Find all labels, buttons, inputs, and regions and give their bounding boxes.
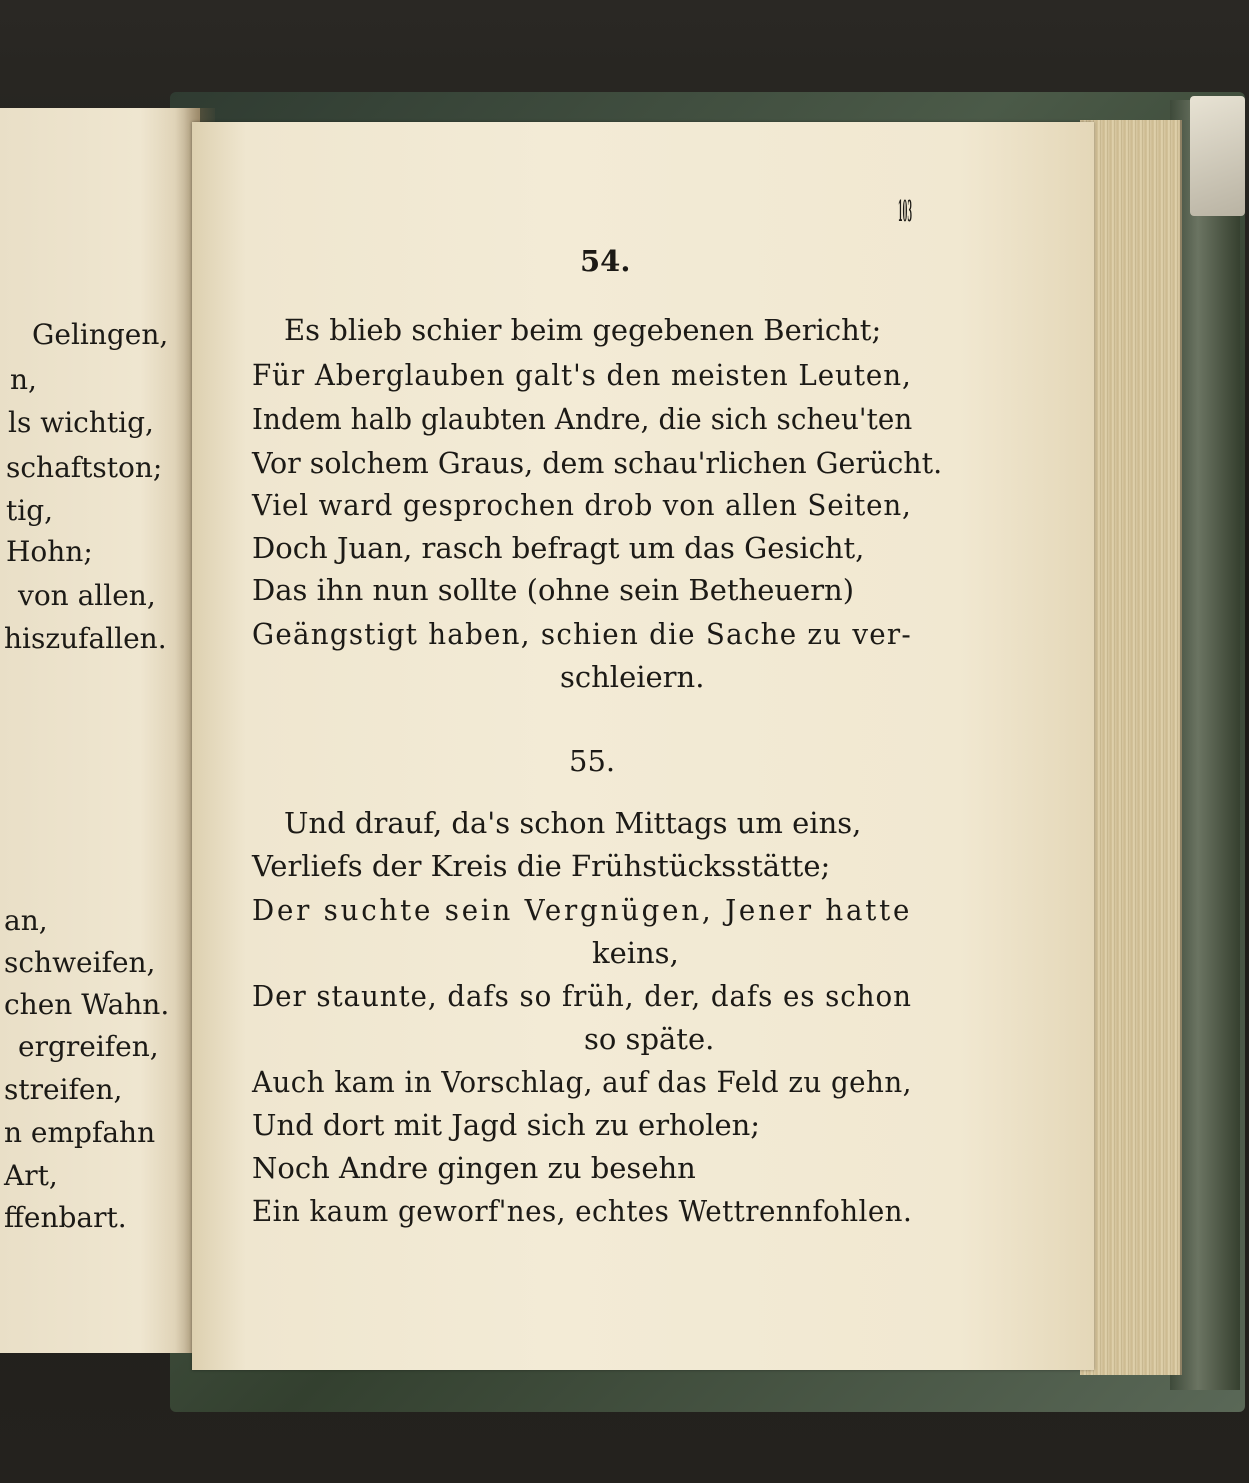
stanza-55-line: so späte. bbox=[584, 1022, 715, 1056]
stanza-55-line: keins, bbox=[592, 936, 679, 970]
stanza-54-line: Geängstigt haben, schien die Sache zu ver- bbox=[252, 617, 913, 651]
stanza-number-55: 55. bbox=[569, 744, 616, 778]
right-page bbox=[192, 122, 1094, 1370]
stanza-55-line: Ein kaum geworf'nes, echtes Wettrennfohlen. bbox=[252, 1194, 913, 1228]
left-page-line: streifen, bbox=[4, 1073, 123, 1106]
stanza-54-line: Das ihn nun sollte (ohne sein Betheuern) bbox=[252, 573, 855, 607]
page-edges-stack bbox=[1080, 120, 1182, 1375]
stanza-54-line: Indem halb glaubten Andre, die sich scheu'ten bbox=[252, 402, 913, 436]
stanza-54-line: Es blieb schier beim gegebenen Bericht; bbox=[284, 313, 882, 347]
page-number: 103 bbox=[898, 194, 912, 228]
left-page-line: Hohn; bbox=[6, 535, 93, 568]
left-page-line: ergreifen, bbox=[18, 1030, 159, 1063]
left-page-line: Gelingen, bbox=[32, 318, 169, 351]
stanza-54-line: Vor solchem Graus, dem schau'rlichen Gerücht. bbox=[252, 446, 943, 480]
left-page-line: n, bbox=[10, 363, 37, 396]
left-page-line: Art, bbox=[4, 1159, 58, 1192]
left-page-line: schaftston; bbox=[6, 451, 163, 484]
stanza-55-line: Verliefs der Kreis die Frühstücksstätte; bbox=[252, 849, 831, 883]
stanza-55-line: Der staunte, dafs so früh, der, dafs es schon bbox=[252, 979, 912, 1013]
stanza-54-line: Viel ward gesprochen drob von allen Seiten, bbox=[252, 488, 912, 522]
left-page-line: ls wichtig, bbox=[8, 406, 154, 439]
left-page-line: an, bbox=[4, 904, 48, 937]
left-page-line: ffenbart. bbox=[4, 1201, 127, 1234]
left-page-line: tig, bbox=[6, 494, 54, 527]
left-page-line: schweifen, bbox=[4, 946, 156, 979]
stanza-55-line: Der suchte sein Vergnügen, Jener hatte bbox=[252, 893, 913, 927]
stanza-55-line: Noch Andre gingen zu besehn bbox=[252, 1151, 696, 1185]
worn-cover-corner bbox=[1190, 96, 1245, 216]
left-page-line: n empfahn bbox=[4, 1116, 156, 1149]
stanza-55-line: Und dort mit Jagd sich zu erholen; bbox=[252, 1108, 761, 1142]
left-page-line: von allen, bbox=[18, 579, 156, 612]
stanza-55-line: Auch kam in Vorschlag, auf das Feld zu gehn, bbox=[252, 1065, 912, 1099]
left-page bbox=[0, 108, 200, 1353]
stanza-54-line: schleiern. bbox=[560, 660, 705, 694]
stanza-54-line: Für Aberglauben galt's den meisten Leuten, bbox=[252, 358, 912, 392]
left-page-line: hiszufallen. bbox=[4, 622, 167, 655]
stanza-54-line: Doch Juan, rasch befragt um das Gesicht, bbox=[252, 531, 865, 565]
stanza-55-line: Und drauf, da's schon Mittags um eins, bbox=[284, 806, 862, 840]
left-page-line: chen Wahn. bbox=[4, 988, 170, 1021]
stanza-number-54: 54. bbox=[580, 244, 631, 278]
